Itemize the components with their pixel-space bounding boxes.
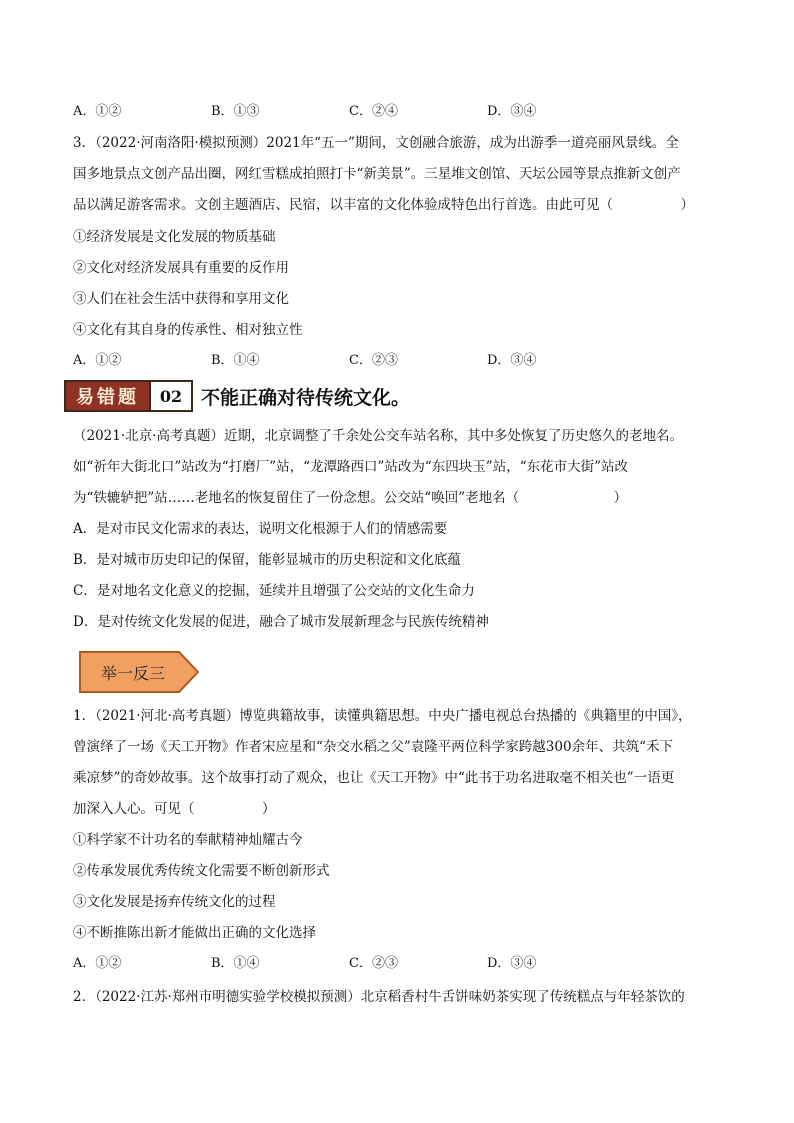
main-stem-line: 为“铁辘轳把”站……老地名的恢复留住了一份念想。公交站“唤回”老地名（ ） <box>73 490 628 506</box>
main-stem-line: （2021·北京·高考真题）近期，北京调整了千余处公交车站名称，其中多处恢复了历史悠久的老地名。 <box>73 428 683 444</box>
q1-statement: ④不断推陈出新才能做出正确的文化选择 <box>73 925 316 941</box>
q1-statement: ①科学家不计功名的奉献精神灿耀古今 <box>73 832 303 848</box>
option-b[interactable]: B．①④ <box>211 353 260 368</box>
main-option[interactable]: A．是对市民文化需求的表达，说明文化根源于人们的情感需要 <box>73 521 448 537</box>
banner-number: 02 <box>149 382 191 410</box>
banner-box <box>64 380 193 412</box>
option-b[interactable]: B．①③ <box>211 104 260 119</box>
main-stem-line: 如“祈年大街北口”站改为“打磨厂”站，“龙潭路西口”站改为“东四块玉”站，“东花市大街”站改 <box>73 459 629 475</box>
practice-tag <box>79 651 199 693</box>
q3-statement: ①经济发展是文化发展的物质基础 <box>73 229 276 245</box>
banner-label: 易错题 <box>66 382 149 410</box>
q1-stem-line: 1．（2021·河北·高考真题）博览典籍故事，读懂典籍思想。中央广播电视总台热播的《典籍里的中国》， <box>73 708 692 724</box>
q3-statement: ②文化对经济发展具有重要的反作用 <box>73 260 289 276</box>
q1-statement: ②传承发展优秀传统文化需要不断创新形式 <box>73 863 330 879</box>
option-a[interactable]: A．①② <box>73 353 122 368</box>
q2-stem-line: 2．（2022·江苏·郑州市明德实验学校模拟预测）北京稻香村牛舌饼味奶茶实现了传统糕点与年轻茶饮的 <box>73 989 685 1005</box>
main-option[interactable]: C．是对地名文化意义的挖掘，延续并且增强了公交站的文化生命力 <box>73 583 475 599</box>
q3-stem-line: 国多地景点文创产品出圈，网红雪糕成拍照打卡“新美景”。三星堆文创馆、天坛公园等景点推新文创产 <box>73 166 681 182</box>
section-banner <box>64 381 410 411</box>
q3-stem-line: 品以满足游客需求。文创主题酒店、民宿，以丰富的文化体验成特色出行首选。由此可见（ ） <box>73 197 694 213</box>
option-d[interactable]: D．③④ <box>487 956 537 971</box>
main-option[interactable]: D．是对传统文化发展的促进，融合了城市发展新理念与民族传统精神 <box>73 614 489 630</box>
q3-statement: ③人们在社会生活中获得和享用文化 <box>73 291 289 307</box>
main-option[interactable]: B．是对城市历史印记的保留，能彰显城市的历史积淀和文化底蕴 <box>73 552 461 568</box>
q1-stem-line: 曾演绎了一场《天工开物》作者宋应星和“杂交水稻之父”袁隆平两位科学家跨越300余年、共筑“禾下 <box>73 739 673 755</box>
banner-title: 不能正确对待传统文化。 <box>201 386 411 409</box>
tag-label: 举一反三 <box>100 663 165 683</box>
q1-statement: ③文化发展是扬弃传统文化的过程 <box>73 894 276 910</box>
option-c[interactable]: C．②③ <box>349 353 398 368</box>
q3-stem-line: 3．（2022·河南洛阳·模拟预测）2021年“五一”期间，文创融合旅游，成为出游季一道亮丽风景线。全 <box>73 135 679 151</box>
option-a[interactable]: A．①② <box>73 104 122 119</box>
q3-statement: ④文化有其自身的传承性、相对独立性 <box>73 322 303 338</box>
option-c[interactable]: C．②④ <box>349 104 398 119</box>
option-a[interactable]: A．①② <box>73 956 122 971</box>
option-b[interactable]: B．①④ <box>211 956 260 971</box>
option-d[interactable]: D．③④ <box>487 104 537 119</box>
option-c[interactable]: C．②③ <box>349 956 398 971</box>
q1-stem-line: 加深入人心。可见（ ） <box>73 801 276 817</box>
option-d[interactable]: D．③④ <box>487 353 537 368</box>
q1-stem-line: 乘凉梦”的奇妙故事。这个故事打动了观众，也让《天工开物》中“此书于功名进取毫不相关也”一语更 <box>73 770 675 786</box>
